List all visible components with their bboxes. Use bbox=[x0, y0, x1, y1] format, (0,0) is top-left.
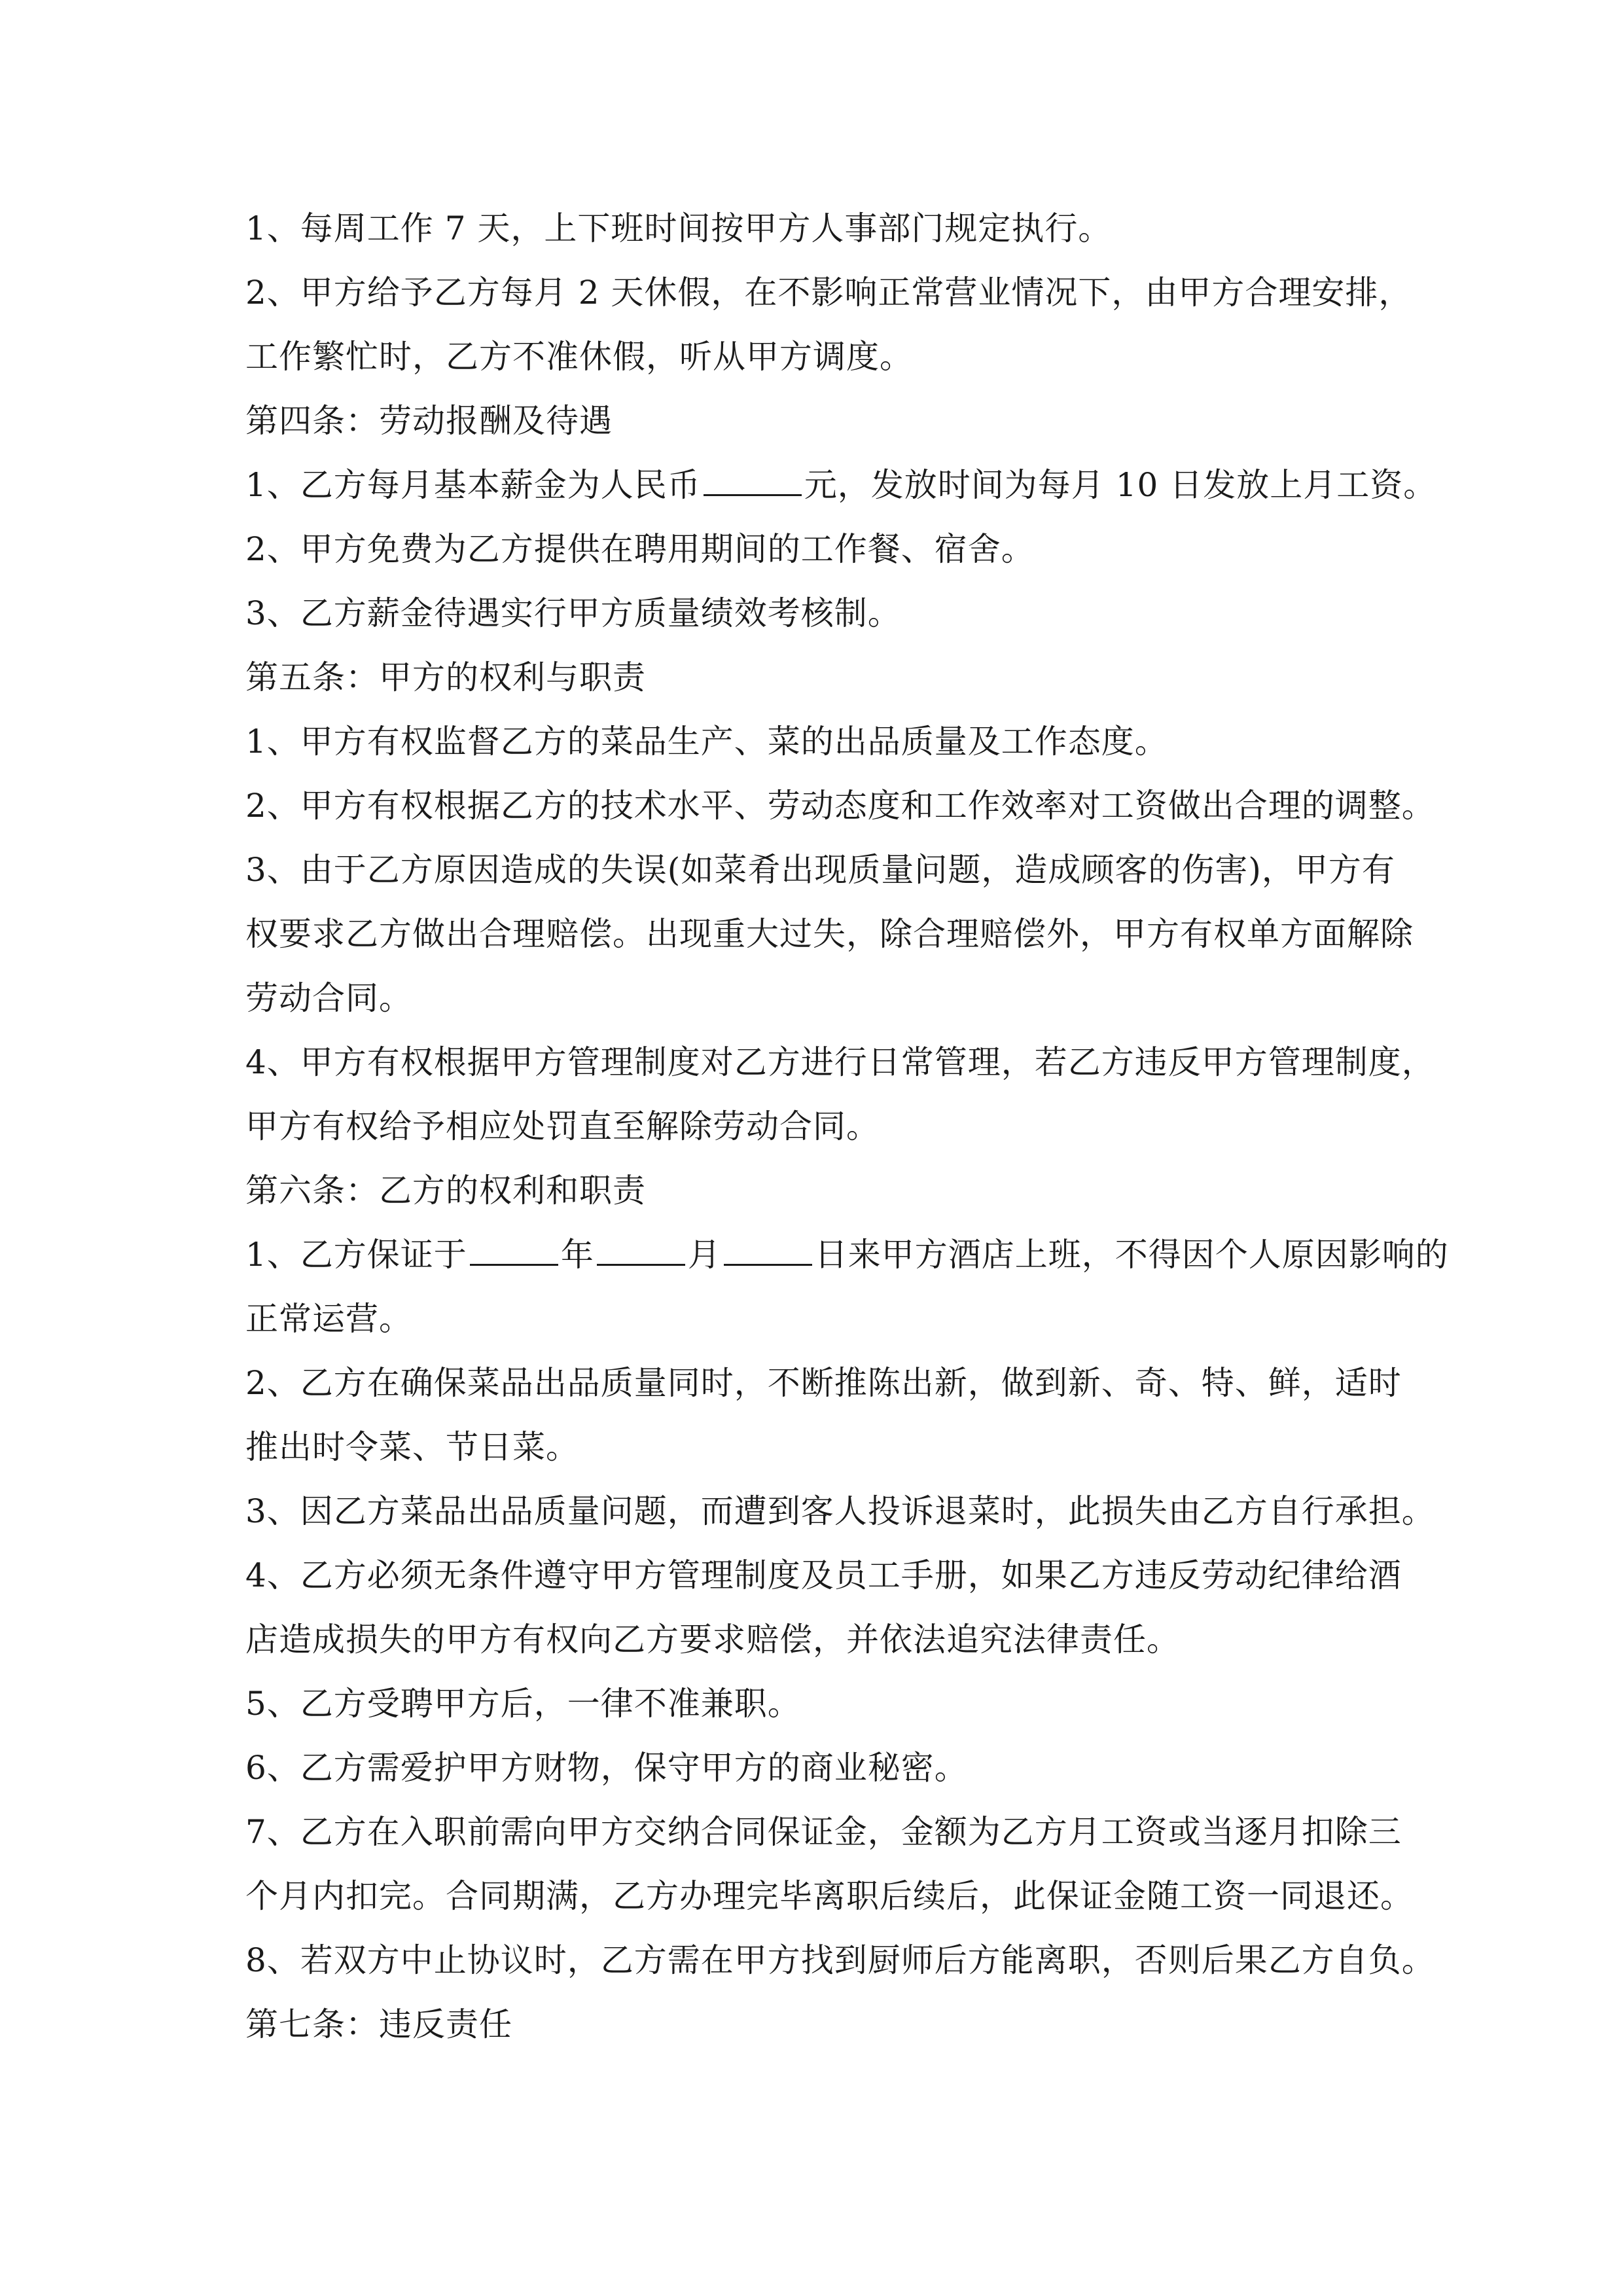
paragraph-line: 工作繁忙时，乙方不准休假，听从甲方调度。 bbox=[245, 338, 913, 376]
paragraph-line: 权要求乙方做出合理赔偿。出现重大过失，除合理赔偿外，甲方有权单方面解除 bbox=[245, 915, 1414, 953]
paragraph-line: 7、乙方在入职前需向甲方交纳合同保证金，金额为乙方月工资或当逐月扣除三 bbox=[245, 1813, 1402, 1851]
start-date-suffix: 日来甲方酒店上班，不得因个人原因影响的 bbox=[814, 1236, 1449, 1274]
section-heading: 第四条：劳动报酬及待遇 bbox=[245, 402, 613, 440]
paragraph-line: 2、甲方有权根据乙方的技术水平、劳动态度和工作效率对工资做出合理的调整。 bbox=[245, 787, 1435, 825]
section-heading: 第五条：甲方的权利与职责 bbox=[245, 658, 646, 696]
document-body bbox=[245, 196, 1449, 2056]
paragraph-line: 3、由于乙方原因造成的失误(如菜肴出现质量问题，造成顾客的伤害)，甲方有 bbox=[245, 851, 1395, 889]
paragraph-line: 推出时令菜、节日菜。 bbox=[245, 1428, 579, 1466]
paragraph-line: 4、乙方必须无条件遵守甲方管理制度及员工手册，如果乙方违反劳动纪律给酒 bbox=[245, 1556, 1402, 1594]
month-blank bbox=[597, 1238, 685, 1266]
section-heading: 第七条：违反责任 bbox=[245, 2005, 512, 2043]
paragraph-line: 8、若双方中止协议时，乙方需在甲方找到厨师后方能离职，否则后果乙方自负。 bbox=[245, 1941, 1435, 1979]
paragraph-line: 3、因乙方菜品出品质量问题，而遭到客人投诉退菜时，此损失由乙方自行承担。 bbox=[245, 1492, 1435, 1530]
paragraph-line: 个月内扣完。合同期满，乙方办理完毕离职后续后，此保证金随工资一同退还。 bbox=[245, 1877, 1414, 1915]
salary-blank bbox=[704, 468, 802, 496]
paragraph-line: 3、乙方薪金待遇实行甲方质量绩效考核制。 bbox=[245, 594, 901, 632]
salary-prefix: 1、乙方每月基本薪金为人民币 bbox=[245, 466, 701, 504]
paragraph-line: 2、甲方给予乙方每月 2 天休假，在不影响正常营业情况下，由甲方合理安排， bbox=[245, 274, 1412, 312]
month-label: 月 bbox=[687, 1236, 721, 1274]
paragraph-line: 正常运营。 bbox=[245, 1300, 412, 1338]
section-heading: 第六条：乙方的权利和职责 bbox=[245, 1172, 646, 1210]
paragraph-line: 劳动合同。 bbox=[245, 979, 412, 1017]
paragraph-line: 5、乙方受聘甲方后，一律不准兼职。 bbox=[245, 1685, 801, 1723]
salary-suffix: 元，发放时间为每月 10 日发放上月工资。 bbox=[804, 466, 1437, 504]
start-date-prefix: 1、乙方保证于 bbox=[245, 1236, 467, 1274]
paragraph-line: 1、每周工作 7 天，上下班时间按甲方人事部门规定执行。 bbox=[245, 209, 1112, 247]
paragraph-line: 2、乙方在确保菜品出品质量同时，不断推陈出新，做到新、奇、特、鲜，适时 bbox=[245, 1364, 1402, 1402]
paragraph-line: 1、甲方有权监督乙方的菜品生产、菜的出品质量及工作态度。 bbox=[245, 723, 1168, 761]
day-blank bbox=[724, 1238, 812, 1266]
year-blank bbox=[470, 1238, 558, 1266]
paragraph-line: 甲方有权给予相应处罚直至解除劳动合同。 bbox=[245, 1107, 880, 1145]
paragraph-line: 6、乙方需爱护甲方财物，保守甲方的商业秘密。 bbox=[245, 1749, 968, 1787]
paragraph-line: 2、甲方免费为乙方提供在聘用期间的工作餐、宿舍。 bbox=[245, 530, 1035, 568]
paragraph-line: 店造成损失的甲方有权向乙方要求赔偿，并依法追究法律责任。 bbox=[245, 1621, 1180, 1659]
year-label: 年 bbox=[560, 1236, 594, 1274]
paragraph-line: 4、甲方有权根据甲方管理制度对乙方进行日常管理，若乙方违反甲方管理制度， bbox=[245, 1043, 1435, 1081]
salary-line bbox=[245, 453, 1437, 517]
start-date-line bbox=[245, 1223, 1449, 1287]
